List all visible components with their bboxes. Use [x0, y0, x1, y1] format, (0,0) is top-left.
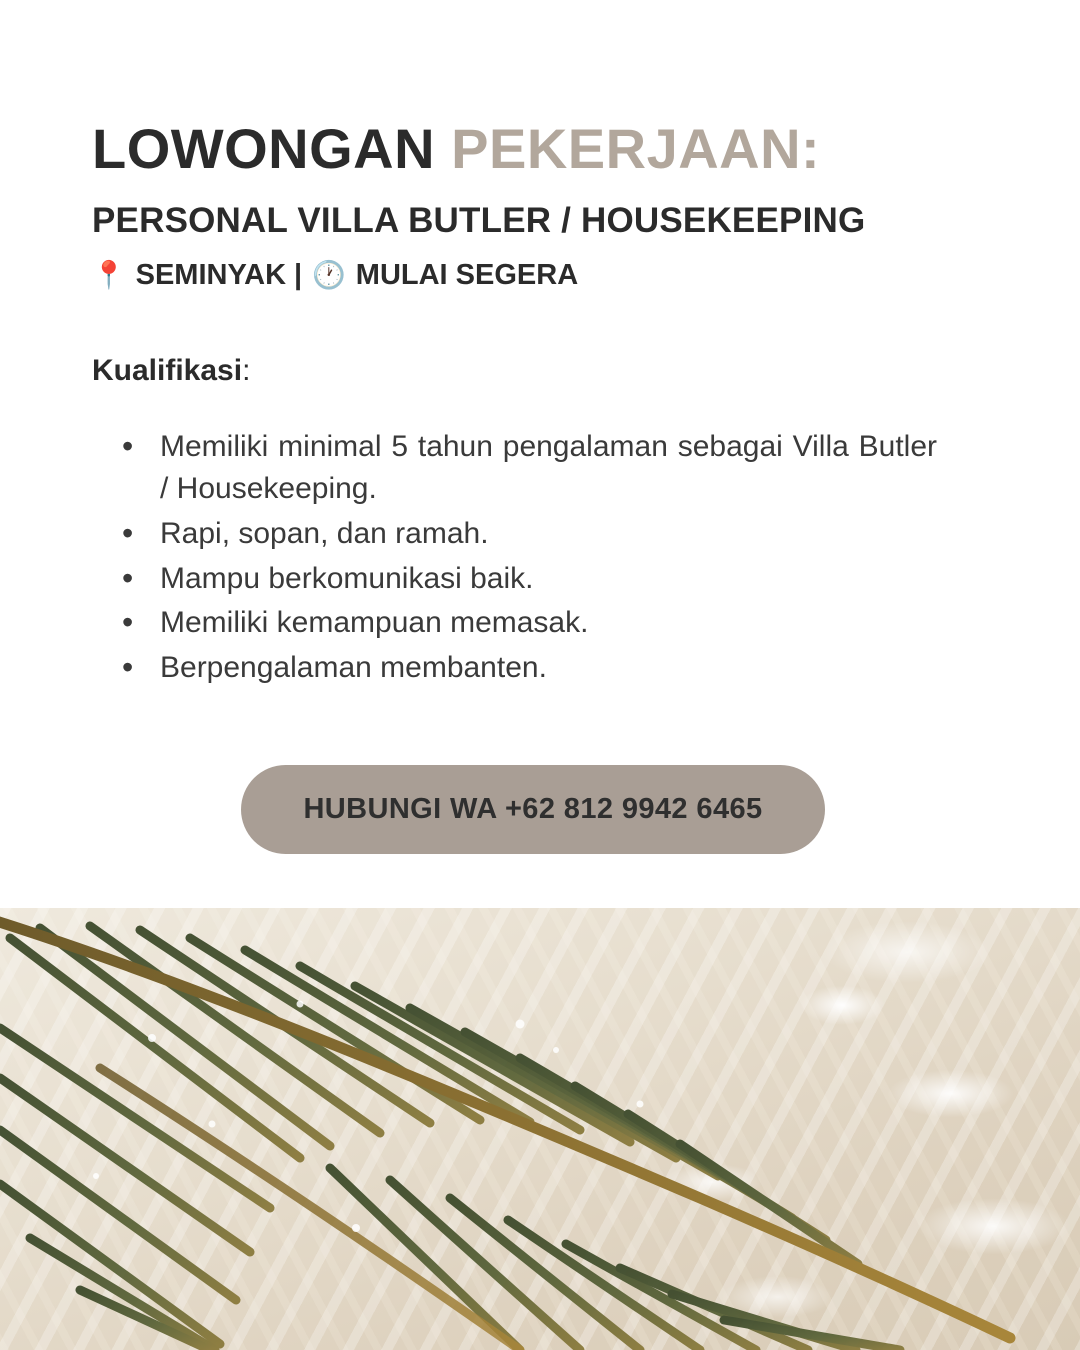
list-item — [122, 426, 937, 511]
palm-frond-illustration — [0, 908, 1080, 1350]
job-position-subtitle: PERSONAL VILLA BUTLER / HOUSEKEEPING — [92, 200, 866, 240]
qualifications-heading-bold: Kualifikasi — [92, 353, 243, 387]
job-meta — [92, 259, 990, 292]
list-item-text: Berpengalaman membanten. — [160, 650, 547, 684]
list-item — [122, 647, 937, 690]
list-item-text: Mampu berkomunikasi baik. — [160, 561, 534, 595]
headline-primary: LOWONGAN — [92, 117, 452, 180]
cta-container — [92, 765, 990, 854]
list-item — [122, 513, 937, 556]
meta-separator: | — [294, 258, 303, 291]
location-pin-icon: 📍 — [92, 259, 126, 290]
clock-icon: 🕐 — [312, 259, 346, 290]
qualifications-heading — [92, 354, 990, 388]
palm-pool-photo — [0, 908, 1080, 1350]
list-item-text: Memiliki minimal 5 tahun pengalaman sebagai Villa Butler / Housekeeping. — [160, 429, 937, 506]
list-item-text: Memiliki kemampuan memasak. — [160, 606, 589, 640]
page-title — [92, 118, 990, 181]
location-label: SEMINYAK — [135, 258, 287, 291]
qualifications-list — [92, 426, 990, 690]
list-item — [122, 602, 937, 645]
availability-label: MULAI SEGERA — [355, 258, 579, 291]
qualifications-heading-suffix: : — [242, 353, 251, 387]
contact-whatsapp-button[interactable]: HUBUNGI WA +62 812 9942 6465 — [241, 765, 824, 854]
list-item — [122, 558, 937, 601]
list-item-text: Rapi, sopan, dan ramah. — [160, 516, 489, 550]
headline-accent: PEKERJAAN: — [451, 117, 821, 180]
